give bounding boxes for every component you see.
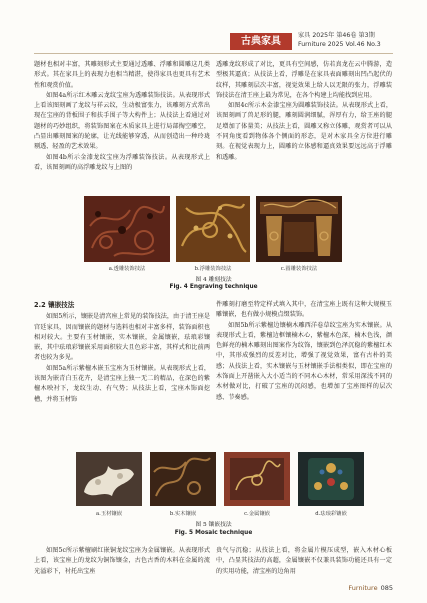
fig5b-image: [150, 452, 216, 506]
fig5b-caption: b.实木镶嵌: [169, 511, 197, 517]
fig4-caption: 图 4 雕刻技法: [195, 277, 232, 283]
fig4a-caption: a.透雕装饰技法: [108, 266, 146, 272]
fig4b-image: [176, 196, 250, 262]
page-footer: [348, 584, 393, 592]
fig5a-image: [76, 452, 142, 506]
journal-en: Furniture 2025 Vol.46 No.3: [298, 40, 381, 48]
column-left-bottom: [34, 546, 210, 577]
fig4a-image: [84, 196, 170, 262]
paragraph: 如图5b所示紫檀边镶楠木雕西洋卷草纹宝座为实木镶嵌。从表现形式上看，紫檀边框镶楠木心，紫檀木色深，楠木色浅，颜色鲜亮的楠木雕刻出图案作为纹饰，镶嵌到色泽沉稳的紫檀红木中，其形成强烈的反差对比，增强了视觉效果，富有古朴的美感；从技法上看，实木镶嵌与玉材镶嵌手法相类似，即在宝座的木饰面上开凿嵌入大小适当的不同木心木材，常采用深浅不同的木材做对比，打破了宝座的沉闷感，也增加了宝座图样的层次感、节奏感。: [216, 321, 392, 401]
column-right-mid: [216, 300, 392, 403]
fig5-caption: 图 5 镶嵌技法: [195, 522, 232, 528]
fig5d-image: [298, 452, 364, 506]
section-heading: 2.2 镶嵌技法: [34, 301, 75, 309]
fig5d-caption: d.珐琅彩镶嵌: [315, 511, 347, 517]
fig5-caption-en: Fig. 5 Mosaic technique: [174, 530, 253, 536]
paragraph: 如图4c所示木金漆宝座为圆雕装饰技法。从表现形式上看，该图刻画了兽足形的腿，雕刻圆润细腻，浑厚有力，给王座的腿足增加了体量美；从技法上看，圆雕又称立体雕，观赏者可以从不同角度看到物体各个侧面的形态，是对木家具全方位进行雕刻。在视觉表现力上，圆雕的立体感和逼真效果要远远高于浮雕和透雕。: [216, 102, 392, 161]
fig5c-image: [224, 452, 290, 506]
fig4c-image: [256, 196, 342, 262]
section-badge: 古典家具: [230, 33, 292, 50]
paragraph: 如图4b所示金漆龙纹宝座为浮雕装饰技法。从表现形式上看，该图刻画的高浮雕龙纹与上图的: [34, 153, 210, 171]
paragraph: 题材也相对丰富，其雕刻形式主要通过透雕、浮雕和圆雕这几类形式。其在家具上的表现力也相当精湛，使得家具也更具有艺术性和观赏价值。: [34, 61, 210, 89]
paragraph: 如图5c所示紫檀刷红嵌铜龙纹宝座为金属镶嵌。从表现形式上看，该宝座上的龙纹为铜饰镶金，古色古香的木料在金属的流光溢彩下，衬托出宝座: [34, 547, 210, 575]
page-number: 085: [380, 584, 393, 592]
paragraph: 透雕龙纹形成了对比，更具有空间感，仿若真龙在云中腾游，造型极其逼真；从技法上看，浮雕是在家具表面雕刻出凹凸起伏的纹样，其雕刻层次丰富，视觉效果上给人以无限的张力，浮雕装饰技法在清王座上最为常见，在各个构建上均能找到应用。: [216, 61, 392, 99]
paragraph: 件雕刻打磨至特定样式填入其中，在清宝座上既有这种大规模玉雕镶嵌，也有做小规模点缀装饰。: [216, 301, 392, 319]
fig4-caption-en: Fig. 4 Engraving technique: [169, 284, 258, 290]
fig5a-caption: a.玉材镶嵌: [95, 511, 123, 517]
footer-label: Furniture: [348, 584, 378, 592]
column-right-top: [216, 60, 392, 163]
column-left-mid: [34, 300, 210, 405]
paragraph: 贵气与沉稳；从技法上看，将金属片模压成型，嵌入木材心板中，凸显其技法的高超，金属镶嵌不仅兼具装饰功能还具有一定的实用功能，清宝座的边角用: [216, 547, 392, 575]
fig4c-caption: c.圆雕装饰技法: [280, 266, 318, 272]
fig4b-caption: b.浮雕装饰技法: [194, 266, 232, 272]
header-rule: [34, 53, 393, 54]
column-left-top: [34, 60, 210, 173]
paragraph: 如图5所示，镶嵌是清宫座上常见的装饰技法，由于清王座是宫廷家具，因而镶嵌的题材与选料也相对丰富多样，装饰面积也相对较大。主要有玉材镶嵌，实木镶嵌，金属镶嵌，珐琅彩镶嵌，其中珐琅彩镶嵌采用面积较大且色彩丰富，其样式和比前两者也较为多见。: [34, 313, 210, 362]
paragraph: 如图4a所示红木雕云龙纹宝座为透雕装饰技法。从表现形式上看该图刻画了龙纹与祥云纹，生动极富张力，该雕刻方式常出现在宝座的背板围子和扶手围子等大构件上；从技法上看通过对题材的巧妙组织，将装饰图案在木质家具上进行局部掏空雕空，凸显出雕刻图案的轮廓，让光线能够穿透，从而创造出一种玲珑剔透、轻盈的艺术效果。: [34, 91, 210, 151]
journal-cn: 家具 2025年 第46卷 第3期: [298, 32, 375, 39]
fig5c-caption: c.金属镶嵌: [244, 511, 270, 517]
column-right-bottom: [216, 546, 392, 577]
journal-meta: [298, 32, 381, 49]
paragraph: 如图5a所示紫檀木嵌玉宝座为玉材镶嵌。从表现形式上看，该图为嵌青白玉花卉，是清宝座上独一无二的精品，在深色的紫檀木映衬下，龙纹生动、有气势；从技法上看，宝座木饰面挖槽，并将玉材饰: [34, 364, 210, 403]
